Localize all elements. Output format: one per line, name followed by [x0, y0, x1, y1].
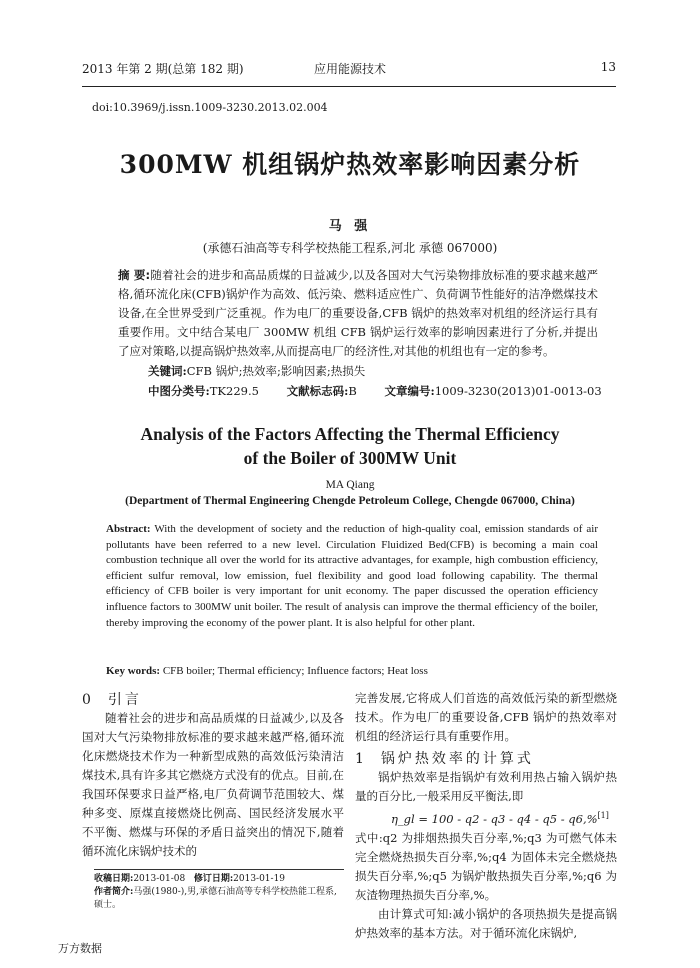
- title-en-line2: of the Boiler of 300MW Unit: [243, 448, 457, 468]
- footnote-dates: 收稿日期:2013-01-08 修订日期:2013-01-19: [94, 874, 286, 884]
- header-rule: [82, 86, 616, 87]
- title-cn: 300MW 机组锅炉热效率影响因素分析: [119, 150, 581, 179]
- section-1-paragraph-2: 式中:q2 为排烟热损失百分率,%;q3 为可燃气体未完全燃烧热损失百分率,%;q4 为固体未完全燃烧热损失百分率,%;q5 为锅炉散热损失百分率,%;q6 为灰渣物理热损失百分率,%。: [355, 830, 617, 902]
- keywords-en: [106, 665, 428, 677]
- abstract-cn-text: 随着社会的进步和高品质煤的日益减少,以及各国对大气污染物排放标准的要求越来越严格,循环流化床(CFB)锅炉作为高效、低污染、燃料适应性广、负荷调节性能好的洁净燃煤技术设备,在全世界受到广泛重视。作为电厂的重要设备,CFB 锅炉的热效率对机组的经济运行具有重要作用。文中结合某电厂 300MW 机组 CFB 锅炉运行效率的影响因素进行了分析,并提出了应对策略,以提高锅炉热效率,从而提高电厂的经济性,对其他的机组也有一定的参考。: [118, 268, 598, 358]
- abstract-en: [106, 522, 598, 631]
- keywords-cn-text: CFB 锅炉;热效率;影响因素;热损失: [186, 364, 366, 378]
- clc-code: 中图分类号:TK229.5: [148, 384, 259, 398]
- section-0-heading: 0 引言: [82, 692, 142, 708]
- classification-line: [148, 383, 626, 399]
- header-page-number: 13: [600, 60, 616, 74]
- affiliation-cn: (承德石油高等专科学校热能工程系,河北 承德 067000): [202, 241, 498, 255]
- abstract-en-label: Abstract:: [106, 523, 151, 535]
- article-number: 文章编号:1009-3230(2013)01-0013-03: [384, 384, 602, 398]
- title-en-line1: Analysis of the Factors Affecting the Thermal Efficiency: [140, 424, 560, 444]
- footnote-rule: [94, 869, 344, 870]
- body-column-left: [82, 689, 344, 861]
- title-en: [0, 422, 700, 470]
- section-1-paragraph-1: 锅炉热效率是指锅炉有效利用热占输入锅炉热量的百分比,一般采用反平衡法,即: [355, 770, 617, 803]
- section-1-heading: 1 锅炉热效率的计算式: [355, 751, 534, 767]
- header-journal: 应用能源技术: [313, 62, 386, 76]
- footer-brand: 万方数据: [58, 942, 102, 955]
- section-0-paragraph-continued: 完善发展,它将成人们首选的高效低污染的新型燃烧技术。作为电厂的重要设备,CFB 锅炉的热效率对机组的经济运行具有重要作用。: [355, 691, 617, 743]
- abstract-cn: [118, 266, 598, 361]
- abstract-cn-label: 摘 要:: [118, 268, 151, 282]
- section-1-paragraph-3: 由计算式可知:减小锅炉的各项热损失是提高锅炉热效率的基本方法。对于循环流化床锅炉,: [355, 906, 617, 940]
- keywords-en-text: CFB boiler; Thermal efficiency; Influence factors; Heat loss: [162, 665, 428, 677]
- section-0-paragraph: 随着社会的进步和高品质煤的日益减少,以及各国对大气污染物排放标准的要求越来越严格,循环流化床燃烧技术作为一种新型成熟的高效低污染清洁煤技术,具有许多其它燃烧方式没有的优点。目前,在我国环保要求日益严格,电厂负荷调节范围较大、煤种多变、原煤直接燃烧比例高、国民经济发展水平不平衡、燃煤与环保的矛盾日益突出的情况下,随着循环流化床锅炉技术的: [82, 711, 344, 858]
- efficiency-formula: η_gl = 100 - q2 - q3 - q4 - q5 - q6,%[1]: [391, 811, 609, 826]
- body-column-right: [355, 689, 617, 943]
- formula-reference: [1]: [597, 811, 609, 820]
- keywords-en-label: Key words:: [106, 665, 161, 677]
- keywords-cn-label: 关键词:: [148, 364, 187, 378]
- abstract-en-text: With the development of society and the reduction of high-quality coal, emission standards of air pollutants have been referred to a new level. Circulation Fluidized Bed(CFB) is becoming a main coal combustion technique all over the world for its attractive advantages, for example, high combustion efficiency, efficient sulfur removal, low emission, fuel flexibility and good load following capability. The thermal efficiency of CFB boiler is very important for unit economy. The paper discussed the operation efficiency influence factors to 300MW unit boiler. The result of analysis can improve the thermal efficiency of the boiler, thereby improving the economy of the power plant. It is also helpful for other plant.: [106, 523, 598, 629]
- author-cn: 马 强: [328, 219, 372, 234]
- keywords-cn: [148, 363, 365, 379]
- author-en: MA Qiang: [325, 479, 375, 491]
- affiliation-en: (Department of Thermal Engineering Chengde Petroleum College, Chengde 067000, China): [125, 495, 575, 507]
- footnotes: [94, 873, 344, 912]
- footnote-author-bio: 作者简介:马强(1980-),男,承德石油高等专科学校热能工程系,硕士。: [94, 887, 337, 910]
- header-issue: 2013 年第 2 期(总第 182 期): [82, 62, 244, 76]
- doc-code: 文献标志码:B: [286, 384, 357, 398]
- doi: doi:10.3969/j.issn.1009-3230.2013.02.004: [92, 101, 328, 114]
